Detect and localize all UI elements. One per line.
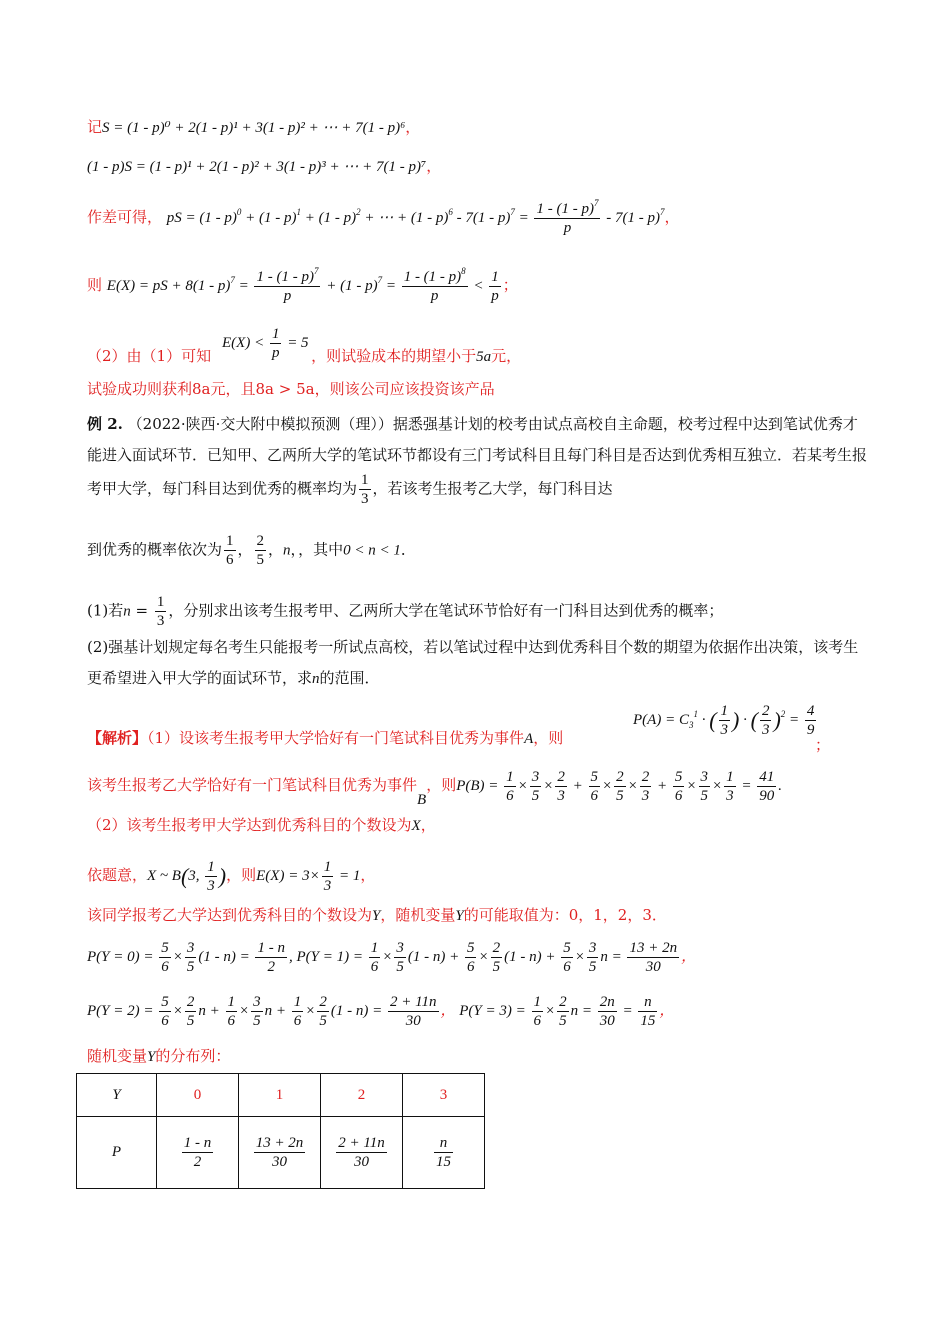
solution-3: （2）该考生报考甲大学达到优秀科目的个数设为X， <box>87 816 436 834</box>
question-2: (2)强基计划规定每名考生只能报考一所试点高校，若以笔试过程中达到优秀科目个数的期望为依据作出决策，该考生更希望进入甲大学的面试环节，求n的范围． <box>87 638 859 687</box>
sol2-b: ，则 <box>426 775 457 794</box>
prob-y0-y1: P(Y = 0) = $\frac{5}{6}$ × $\frac{3}{5}$ (1 - n) = $\frac{1 - n}{2}$ , P(Y = 1) = $\frac{1}{6}$ × $\frac{3}{5}$ (1 - n) + $\frac{5}{6}$ × $\frac{2}{5}$ (1 - n) + $\frac{5}{6}$ × $\frac{3}{5}$ n = $\frac{13 + 2n}{30}$ ， <box>87 940 697 975</box>
solution-4: 依题意，X ~ B(3, $\frac{1}{3}$ )，则E(X) = 3× $\frac{1}{3}$ = 1， <box>87 859 376 894</box>
prob-cell-0: $\frac{1 - n}{2}$ <box>157 1117 239 1189</box>
q1-prefix: (1)若 <box>87 601 124 620</box>
example-source: （2022·陕西·交大附中模拟预测（理）） <box>127 415 393 433</box>
solution-1: 【解析】（1）设该考生报考甲大学恰好有一门笔试科目优秀为事件A，则 <box>87 729 564 747</box>
equation-expectation <box>87 268 518 305</box>
q2-text: (2)强基计划规定每名考生只能报考一所试点高校，若以笔试过程中达到优秀科目个数的期望为依据作出决策，该考生更希望进入甲大学的面试环节，求 <box>87 638 859 687</box>
part2-formula: E(X) < $\frac{1}{p}$ = 5 <box>222 326 309 361</box>
eq3-suffix: ， <box>664 207 680 226</box>
conclusion: 试验成功则获利8a元，且8a > 5a，则该公司应该投资该产品 <box>87 380 495 398</box>
example-text-2: ，若该考生报考乙大学，每门科目达 <box>372 479 613 498</box>
eq3-body: pS = (1 - p)$^0$ + (1 - p)$^1$ + (1 - p)$^2$ + ⋯ + (1 - p)$^6$ - 7(1 - p)$^7$ = $\frac{1 - (1 - p)^7}{p}$ - 7(1 - p)$^7$ <box>166 198 665 236</box>
sol3-text: （2）该考生报考甲大学达到优秀科目的个数设为 <box>87 816 412 834</box>
prob-one-third: $\frac{1}{3}$ <box>361 472 369 507</box>
q1-rest: ，分别求出该考生报考甲、乙两所大学在笔试环节恰好有一门科目达到优秀的概率； <box>168 601 724 620</box>
example-text-4: ，其中 <box>298 540 344 559</box>
eq4-prefix: 则 <box>87 275 103 294</box>
prob-y2-y3: P(Y = 2) = $\frac{5}{6}$ × $\frac{2}{5}$ n + $\frac{1}{6}$ × $\frac{3}{5}$ n + $\frac{1}{6}$ × $\frac{2}{5}$ (1 - n) = $\frac{2 + 11n}{30}$ ， P(Y = 3) = $\frac{1}{6}$ × $\frac{2}{5}$ n = $\frac{2n}{30}$ = $\frac{n}{15}$ ， <box>87 994 675 1029</box>
example-text-3: 到优秀的概率依次为 <box>87 540 223 559</box>
prob-cell-1: $\frac{13 + 2n}{30}$ <box>239 1117 321 1189</box>
eq2-suffix: ， <box>426 157 442 175</box>
solution-tag: 【解析】 <box>87 729 148 747</box>
example-label: 例 2. <box>87 415 123 433</box>
sol4-text: 依题意， <box>87 865 148 884</box>
header-cell-0: 0 <box>157 1074 239 1117</box>
distribution-table <box>76 1073 485 1189</box>
row-label-p: P <box>77 1117 157 1189</box>
sol5-b: ，随机变量 <box>380 906 456 924</box>
part2-suffix: 元， <box>491 347 522 365</box>
eq2-body: (1 - p)S = (1 - p)¹ + 2(1 - p)² + 3(1 - p)³ + ⋯ + 7(1 - p)⁷ <box>87 159 427 175</box>
header-cell-1: 1 <box>239 1074 321 1117</box>
sol5-c: 的可能取值为：0，1，2，3． <box>463 906 667 924</box>
part2-mid: ，则试验成本的期望小于 <box>311 347 477 365</box>
part2-line <box>87 346 521 367</box>
header-cell-y: Y <box>77 1074 157 1117</box>
eq3-prefix: 作差可得， <box>87 207 163 226</box>
table-header-row <box>77 1074 485 1117</box>
distribution-title: 随机变量Y的分布列： <box>87 1047 231 1065</box>
eq3-frac: $\frac{1 - (1 - p)^7}{p}$ <box>536 198 599 236</box>
solution-5: 该同学报考乙大学达到优秀科目的个数设为Y，随机变量Y的可能取值为：0，1，2，3． <box>87 906 667 924</box>
sol1-text: （1）设该考生报考甲大学恰好有一门笔试科目优秀为事件 <box>147 729 525 747</box>
dist-title-a: 随机变量 <box>87 1047 148 1065</box>
dist-title-b: 的分布列： <box>155 1047 231 1065</box>
sol1-semicolon: ； <box>815 736 831 754</box>
equation-ps <box>87 156 441 177</box>
pa-formula: $P(A) = C_3^1$ · ( $\frac{1}{3}$ ) · ( $\frac{2}{3}$ )$^2$ = $\frac{4}{9}$ <box>633 703 815 738</box>
sol5-a: 该同学报考乙大学达到优秀科目的个数设为 <box>87 906 373 924</box>
table-prob-row <box>77 1117 485 1189</box>
example-2 <box>87 409 867 508</box>
prob-cell-3: $\frac{n}{15}$ <box>403 1117 485 1189</box>
question-1: (1)若n = $\frac{1}{3}$ ，分别求出该考生报考甲、乙两所大学在笔试环节恰好有一门科目达到优秀的概率； <box>87 594 724 629</box>
part2-value: 5a <box>476 349 492 365</box>
eq1-suffix: ， <box>405 118 421 136</box>
sol2-text: 该考生报考乙大学恰好有一门笔试科目优秀为事件 <box>87 775 418 794</box>
sol1-b: ，则 <box>533 729 564 747</box>
eq4-body: E(X) = pS + 8(1 - p)$^7$ = $\frac{1 - (1 - p)^7}{p}$ + (1 - p)$^7$ = $\frac{1 - (1 - p)^8}{p}$ < $\frac{1}{p}$ <box>106 266 499 304</box>
sol4-b: ，则 <box>226 865 257 884</box>
example-text-1: 据悉强基计划的校考由试点高校自主命题，校考过程中达到笔试优秀才能进入面试环节．已知甲、乙两所大学的笔试环节都设有三门考试科目且每门科目是否达到优秀相互独立．若某考生报考甲大学，每门科目达到优秀的概率均为 <box>87 415 868 498</box>
example-line-4: 到优秀的概率依次为 $\frac{1}{6}$ ， $\frac{2}{5}$ ，n，，其中0 < n < 1． <box>87 533 416 568</box>
header-cell-3: 3 <box>403 1074 485 1117</box>
header-cell-2: 2 <box>321 1074 403 1117</box>
solution-2: 该考生报考乙大学恰好有一门笔试科目优秀为事件B，则P(B) = $\frac{1}{6}$ × $\frac{3}{5}$ × $\frac{2}{3}$ + $\frac{5}{6}$ × $\frac{2}{5}$ × $\frac{2}{3}$ + $\frac{5}{6}$ × $\frac{3}{5}$ × $\frac{1}{3}$ = $\frac{41}{90}$ . <box>87 769 783 808</box>
eq4-suffix: ； <box>502 275 518 294</box>
equation-difference <box>87 200 679 237</box>
q2-rest: 的范围． <box>319 669 380 687</box>
equation-s <box>87 117 420 138</box>
eq1-prefix: 记 <box>87 118 103 136</box>
part2-prefix: （2）由（1）可知 <box>87 347 212 365</box>
eq1-body: S = (1 - p)⁰ + 2(1 - p)¹ + 3(1 - p)² + ⋯ + 7(1 - p)⁶ <box>102 120 406 136</box>
prob-cell-2: $\frac{2 + 11n}{30}$ <box>321 1117 403 1189</box>
